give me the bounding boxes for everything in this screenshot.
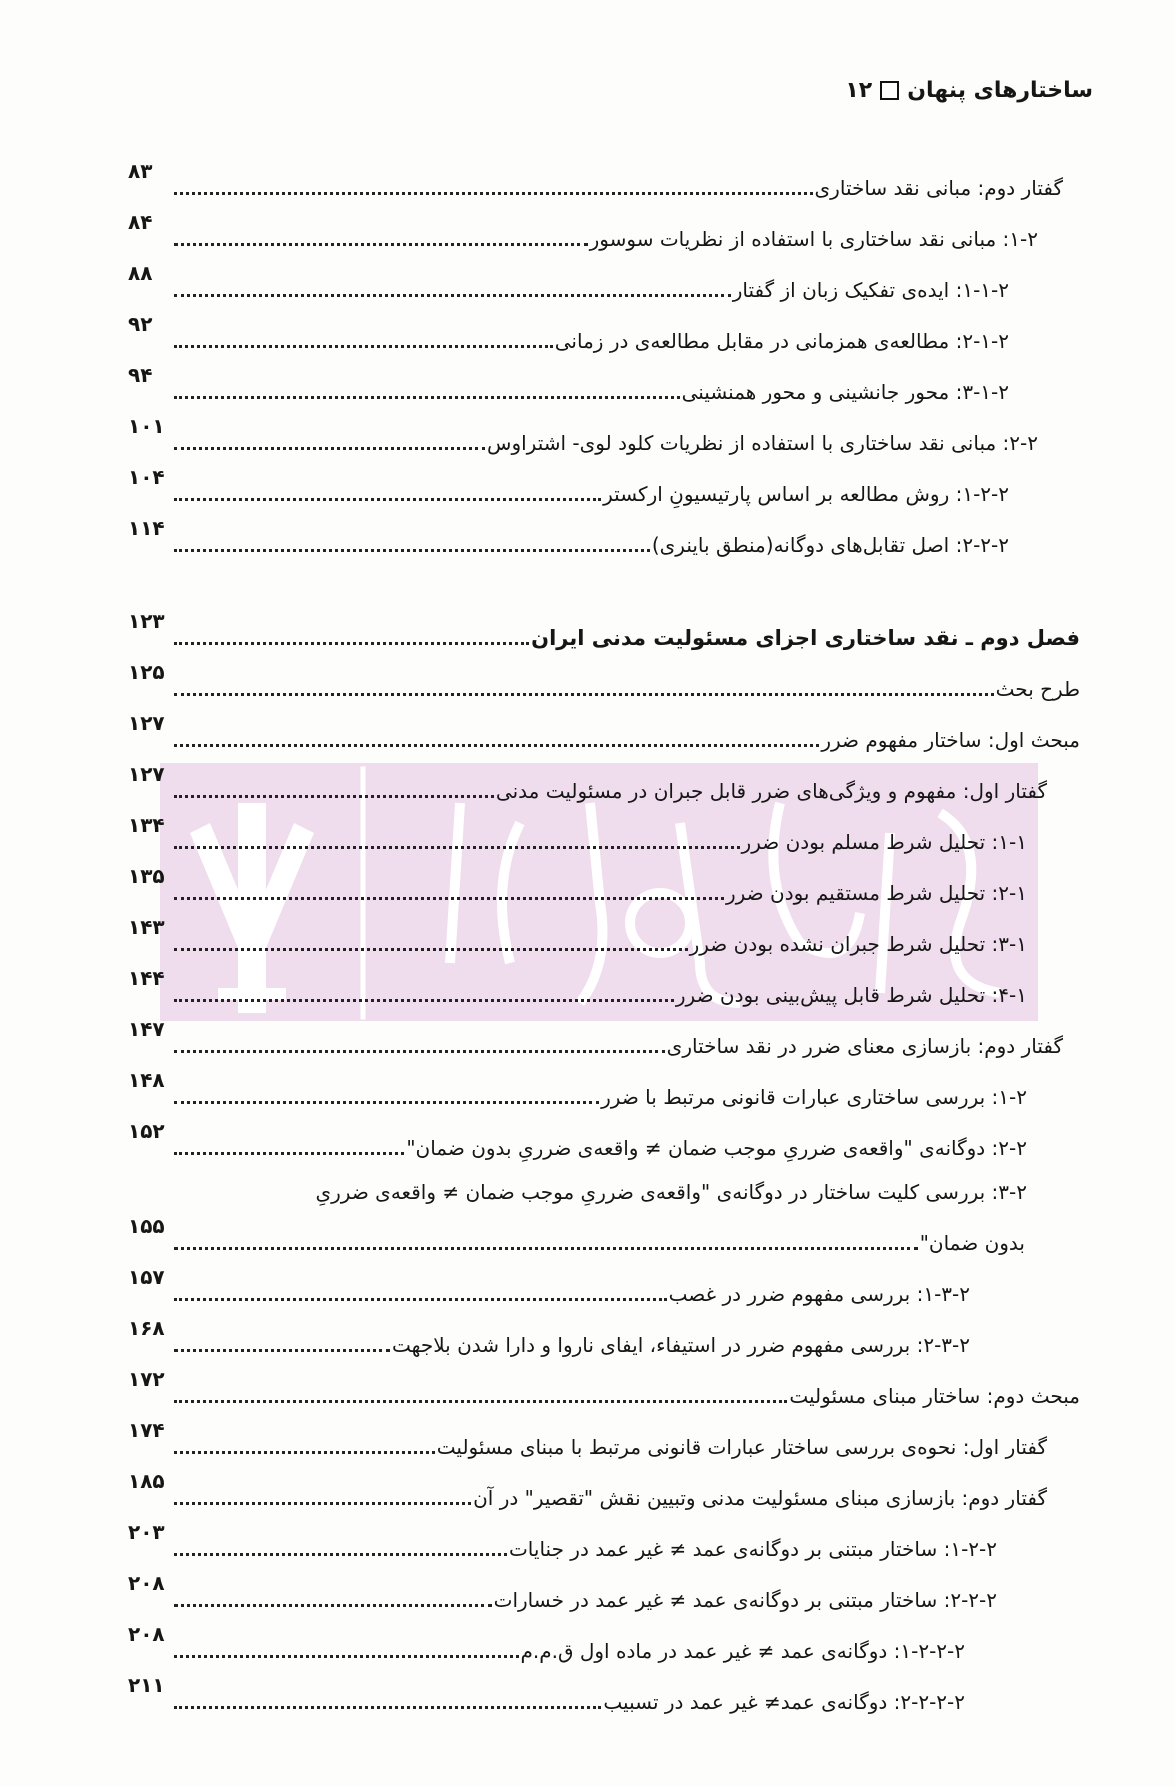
toc-entry-page: ۱۱۴ bbox=[128, 516, 165, 540]
toc-entry-page: ۱۲۳ bbox=[128, 609, 165, 633]
toc-entry-page: ۱۳۵ bbox=[128, 864, 165, 888]
toc-entry[interactable] bbox=[0, 1358, 1175, 1409]
toc-entry-page: ۲۱۱ bbox=[128, 1673, 165, 1697]
dot-leader bbox=[174, 1298, 667, 1301]
toc-entry-page: ۱۰۴ bbox=[128, 465, 165, 489]
toc-entry[interactable] bbox=[0, 1562, 1175, 1613]
dot-leader bbox=[174, 693, 994, 696]
toc-entry-page: ۸۸ bbox=[128, 261, 153, 285]
toc-entry[interactable] bbox=[0, 405, 1175, 456]
dot-leader bbox=[174, 192, 813, 195]
toc-entry[interactable] bbox=[0, 1613, 1175, 1664]
dot-leader bbox=[174, 1349, 390, 1352]
toc-entry[interactable] bbox=[0, 1008, 1175, 1059]
toc-entry-title: ۲-۱: تحلیل شرط مستقیم بودن ضرر bbox=[725, 881, 1027, 905]
toc-entry[interactable] bbox=[0, 1161, 1175, 1205]
dot-leader bbox=[174, 1247, 918, 1250]
toc-entry-page: ۱۶۸ bbox=[128, 1316, 165, 1340]
dot-leader bbox=[174, 897, 724, 900]
toc-entry[interactable] bbox=[0, 1511, 1175, 1562]
toc-entry[interactable] bbox=[0, 1460, 1175, 1511]
toc-entry[interactable] bbox=[0, 252, 1175, 303]
dot-leader bbox=[174, 1101, 599, 1104]
toc-entry[interactable] bbox=[0, 1110, 1175, 1161]
toc-entry-title: گفتار دوم: بازسازی معنای ضرر در نقد ساختاری bbox=[666, 1034, 1063, 1058]
toc-entry[interactable] bbox=[0, 1059, 1175, 1110]
dot-leader bbox=[174, 1400, 787, 1403]
dot-leader bbox=[174, 1451, 435, 1454]
dot-leader bbox=[174, 1604, 492, 1607]
toc-entry-title: ۳-۱-۲: محور جانشینی و محور همنشینی bbox=[681, 380, 1009, 404]
dot-leader bbox=[174, 846, 740, 849]
toc-entry-title: ۱-۲: مبانی نقد ساختاری با استفاده از نظریات سوسور bbox=[589, 227, 1038, 251]
toc-entry[interactable] bbox=[0, 1307, 1175, 1358]
toc-entry-page: ۲۰۳ bbox=[128, 1520, 165, 1544]
toc-entry-page: ۱۴۳ bbox=[128, 915, 165, 939]
toc-entry-page: ۱۵۵ bbox=[128, 1214, 165, 1238]
dot-leader bbox=[174, 1152, 404, 1155]
toc-entry-page: ۱۲۵ bbox=[128, 660, 165, 684]
toc-entry[interactable] bbox=[0, 1256, 1175, 1307]
toc-entry-page: ۱۲۷ bbox=[128, 762, 165, 786]
toc-entry-title: ۱-۱-۲: ایده‌ی تفکیک زبان از گفتار bbox=[732, 278, 1009, 302]
toc-entry-title: ۲-۲: مبانی نقد ساختاری با استفاده از نظریات کلود لوی- اشتراوس bbox=[487, 431, 1038, 455]
dot-leader bbox=[174, 243, 588, 246]
toc-entry-title: مبحث دوم: ساختار مبنای مسئولیت bbox=[789, 1384, 1080, 1408]
dot-leader bbox=[174, 549, 650, 552]
dot-leader bbox=[174, 1706, 601, 1709]
toc-entry-title: مبحث اول: ساختار مفهوم ضرر bbox=[821, 728, 1080, 752]
toc-entry[interactable] bbox=[0, 201, 1175, 252]
toc-entry-page: ۱۷۴ bbox=[128, 1418, 165, 1442]
square-bullet-icon bbox=[880, 81, 899, 100]
table-of-contents bbox=[0, 150, 1175, 1715]
toc-entry-title: ۳-۱: تحلیل شرط جبران نشده بودن ضرر bbox=[689, 932, 1027, 956]
toc-entry[interactable] bbox=[0, 1664, 1175, 1715]
toc-entry[interactable] bbox=[0, 1205, 1175, 1256]
toc-entry-title: گفتار دوم: مبانی نقد ساختاری bbox=[814, 176, 1063, 200]
toc-entry-page: ۸۳ bbox=[128, 159, 153, 183]
toc-entry-title: ۲-۳-۲: بررسی مفهوم ضرر در استیفاء، ایفای ناروا و دارا شدن بلاجهت bbox=[391, 1333, 970, 1357]
toc-entry[interactable] bbox=[0, 354, 1175, 405]
toc-entry[interactable] bbox=[0, 303, 1175, 354]
running-header bbox=[845, 78, 1093, 103]
toc-entry-page: ۱۵۲ bbox=[128, 1119, 165, 1143]
toc-entry-title: ۱-۲-۲: روش مطالعه بر اساس پارتیسیونِ ارکستر bbox=[603, 482, 1009, 506]
toc-entry-page: ۱۳۴ bbox=[128, 813, 165, 837]
toc-entry-page: ۱۲۷ bbox=[128, 711, 165, 735]
toc-entry[interactable] bbox=[0, 804, 1175, 855]
toc-entry-title: ۲-۱-۲: مطالعه‌ی همزمانی در مقابل مطالعه‌ی در زمانی bbox=[554, 329, 1009, 353]
toc-entry-title: گفتار دوم: بازسازی مبنای مسئولیت مدنی وتبیین نقش "تقصیر" در آن bbox=[473, 1486, 1047, 1510]
toc-entry[interactable] bbox=[0, 600, 1175, 651]
toc-entry-title: گفتار اول: نحوه‌ی بررسی ساختار عبارات قانونی مرتبط با مبنای مسئولیت bbox=[436, 1435, 1047, 1459]
dot-leader bbox=[174, 1655, 519, 1658]
dot-leader bbox=[174, 1553, 507, 1556]
toc-entry-title: ۲-۲: دوگانه‌ی "واقعه‌ی ضرریِ موجب ضمان ≠ واقعه‌ی ضرریِ بدون ضمان" bbox=[406, 1136, 1027, 1160]
toc-entry-page: ۱۴۷ bbox=[128, 1017, 165, 1041]
toc-entry-page: ۱۵۷ bbox=[128, 1265, 165, 1289]
toc-entry[interactable] bbox=[0, 1409, 1175, 1460]
toc-entry-page: ۲۰۸ bbox=[128, 1571, 165, 1595]
toc-entry-title: گفتار اول: مفهوم و ویژگی‌های ضرر قابل جبران در مسئولیت مدنی bbox=[495, 779, 1047, 803]
dot-leader bbox=[174, 948, 688, 951]
dot-leader bbox=[174, 1502, 471, 1505]
toc-entry-page: ۱۸۵ bbox=[128, 1469, 165, 1493]
toc-entry[interactable] bbox=[0, 651, 1175, 702]
toc-entry-title: ۲-۲-۲: اصل تقابل‌های دوگانه(منطق باینری) bbox=[651, 533, 1009, 557]
toc-entry-title: فصل دوم ـ نقد ساختاری اجزای مسئولیت مدنی ایران bbox=[531, 626, 1080, 650]
dot-leader bbox=[174, 447, 485, 450]
toc-entry-page: ۹۴ bbox=[128, 363, 153, 387]
toc-entry[interactable] bbox=[0, 855, 1175, 906]
toc-entry-page: ۸۴ bbox=[128, 210, 153, 234]
toc-entry-title: ۴-۱: تحلیل شرط قابل پیش‌بینی بودن ضرر bbox=[675, 983, 1027, 1007]
toc-entry-page: ۱۰۱ bbox=[128, 414, 165, 438]
toc-entry-page: ۲۰۸ bbox=[128, 1622, 165, 1646]
toc-entry-page: ۱۴۴ bbox=[128, 966, 165, 990]
toc-entry-title: طرح بحث bbox=[995, 677, 1080, 701]
dot-leader bbox=[174, 345, 553, 348]
toc-entry-title: ۱-۳-۲: بررسی مفهوم ضرر در غصب bbox=[668, 1282, 970, 1306]
toc-entry-title: ۱-۲-۲-۲: دوگانه‌ی عمد ≠ غیر عمد در ماده اول ق.م.م bbox=[520, 1639, 965, 1663]
toc-entry-title: ۳-۲: بررسی کلیت ساختار در دوگانه‌ی "واقعه‌ی ضرریِ موجب ضمان ≠ واقعه‌ی ضرریِ bbox=[315, 1180, 1027, 1204]
toc-entry[interactable] bbox=[0, 906, 1175, 957]
toc-entry-title: ۱-۲: بررسی ساختاری عبارات قانونی مرتبط با ضرر bbox=[601, 1085, 1027, 1109]
toc-entry[interactable] bbox=[0, 456, 1175, 507]
toc-entry-title: ۱-۲-۲: ساختار مبتنی بر دوگانه‌ی عمد ≠ غیر عمد در جنایات bbox=[508, 1537, 997, 1561]
toc-entry[interactable] bbox=[0, 702, 1175, 753]
toc-entry[interactable] bbox=[0, 507, 1175, 558]
dot-leader bbox=[174, 795, 494, 798]
toc-entry-title: ۱-۱: تحلیل شرط مسلم بودن ضرر bbox=[741, 830, 1027, 854]
toc-entry-title: ۲-۲-۲-۲: دوگانه‌ی عمد≠ غیر عمد در تسبیب bbox=[603, 1690, 965, 1714]
dot-leader bbox=[174, 1050, 665, 1053]
page-number: ۱۲ bbox=[845, 78, 873, 103]
toc-entry[interactable] bbox=[0, 957, 1175, 1008]
dot-leader bbox=[174, 999, 674, 1002]
dot-leader bbox=[174, 744, 819, 747]
toc-entry[interactable] bbox=[0, 150, 1175, 201]
toc-entry-title-continued: بدون ضمان" bbox=[919, 1231, 1025, 1255]
book-title: ساختارهای پنهان bbox=[907, 78, 1093, 103]
dot-leader bbox=[174, 396, 680, 399]
toc-entry-title: ۲-۲-۲: ساختار مبتنی بر دوگانه‌ی عمد ≠ غیر عمد در خسارات bbox=[493, 1588, 997, 1612]
toc-entry[interactable] bbox=[0, 753, 1175, 804]
toc-entry-page: ۹۲ bbox=[128, 312, 153, 336]
toc-entry-page: ۱۷۲ bbox=[128, 1367, 165, 1391]
dot-leader bbox=[174, 498, 601, 501]
dot-leader bbox=[174, 642, 529, 645]
dot-leader bbox=[174, 294, 731, 297]
toc-entry-page: ۱۴۸ bbox=[128, 1068, 165, 1092]
section-gap bbox=[0, 558, 1175, 600]
